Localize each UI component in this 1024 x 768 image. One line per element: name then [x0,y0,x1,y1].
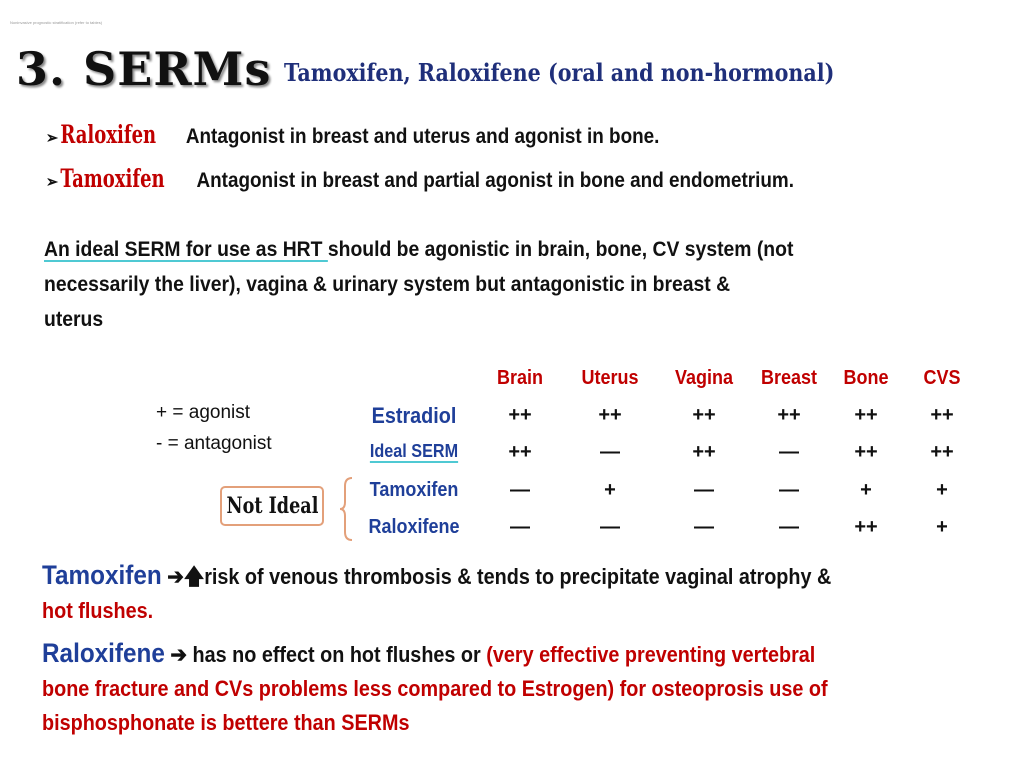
col-header-brain: Brain [496,367,544,389]
paragraph-line-1-rest: should be agonistic in brain, bone, CV system (not [327,237,794,261]
paragraph-line-3: uterus [44,307,104,331]
table-cell: ++ [508,404,532,426]
paragraph-line-2: necessarily the liver), vagina & urinary system but antagonistic in breast & [44,272,731,296]
table-cell: ++ [692,441,716,463]
note-raloxifene-line-1 [42,638,815,669]
table-cell: — [510,516,530,538]
bullet-arrow-icon: ➢ [46,130,59,147]
col-header-breast: Breast [760,367,818,389]
arrow-right-up-icon: ➔🡅 [167,564,205,589]
table-cell: ++ [777,404,801,426]
paragraph-line-1 [44,232,944,267]
paragraph-underlined-phrase: An ideal SERM for use as HRT [44,237,328,261]
note-tamoxifen-line-1 [42,560,831,598]
table-cell: ++ [930,441,954,463]
legend-antagonist: - = antagonist [156,433,272,454]
legend-agonist: + = agonist [156,402,251,423]
ideal-serm-label: Ideal SERM [369,441,459,461]
bullet-text: Antagonist in breast and uterus and agonist in bone. [185,125,660,148]
bullet-arrow-icon: ➢ [46,174,59,191]
note-raloxifene-text: has no effect on hot flushes or [192,642,481,667]
table-cell: — [600,516,620,538]
table-cell: + [604,479,616,501]
slide-subtitle: Tamoxifen, Raloxifene (oral and non-hormonal) [284,58,835,87]
curly-brace-icon [338,476,354,542]
col-header-uterus: Uterus [581,367,639,389]
row-header-estradiol: Estradiol [371,403,457,428]
table-cell: ++ [854,404,878,426]
row-header-ideal-serm [370,441,458,462]
note-tamoxifen-line-2: hot flushes. [42,598,154,623]
col-header-cvs: CVS [923,367,961,389]
table-cell: — [779,479,799,501]
not-ideal-label: Not Ideal [226,493,318,519]
bullet-text: Antagonist in breast and partial agonist in bone and endometrium. [196,169,794,192]
table-cell: ++ [930,404,954,426]
col-header-bone: Bone [843,367,889,389]
table-cell: — [694,516,714,538]
bullet-raloxifen [46,120,659,149]
table-cell: ++ [854,441,878,463]
table-cell: — [779,516,799,538]
note-raloxifene-line-2: bone fracture and CVs problems less compared to Estrogen) for osteoprosis use of [42,676,828,701]
bullet-drug-name: Tamoxifen [60,164,166,193]
table-cell: — [600,441,620,463]
slide-title: 3. SERMs [16,42,272,96]
table-cell: — [694,479,714,501]
note-tamoxifen-drug: Tamoxifen [42,560,162,590]
table-cell: ++ [692,404,716,426]
table-cell: + [936,479,948,501]
arrow-right-icon: ➔ [170,642,187,667]
row-header-raloxifene: Raloxifene [368,516,460,538]
table-cell: — [510,479,530,501]
bullet-drug-name: Raloxifen [60,120,157,149]
table-cell: ++ [508,441,532,463]
table-cell: + [936,516,948,538]
note-raloxifene-red-1: (very effective preventing vertebral [486,642,816,667]
table-cell: + [860,479,872,501]
not-ideal-box [220,486,324,526]
note-raloxifene-drug: Raloxifene [42,638,165,668]
tiny-header-note: Noninvasive prognostic stratification (refer to tables) [10,20,103,25]
table-cell: ++ [598,404,622,426]
table-cell: — [779,441,799,463]
note-tamoxifen-text: risk of venous thrombosis & tends to precipitate vaginal atrophy & [204,564,832,589]
ideal-serm-paragraph [44,232,944,337]
table-cell: ++ [854,516,878,538]
col-header-vagina: Vagina [674,367,734,389]
row-header-tamoxifen: Tamoxifen [369,479,459,501]
note-raloxifene-line-3: bisphosphonate is bettere than SERMs [42,710,410,735]
bullet-tamoxifen [46,164,794,193]
